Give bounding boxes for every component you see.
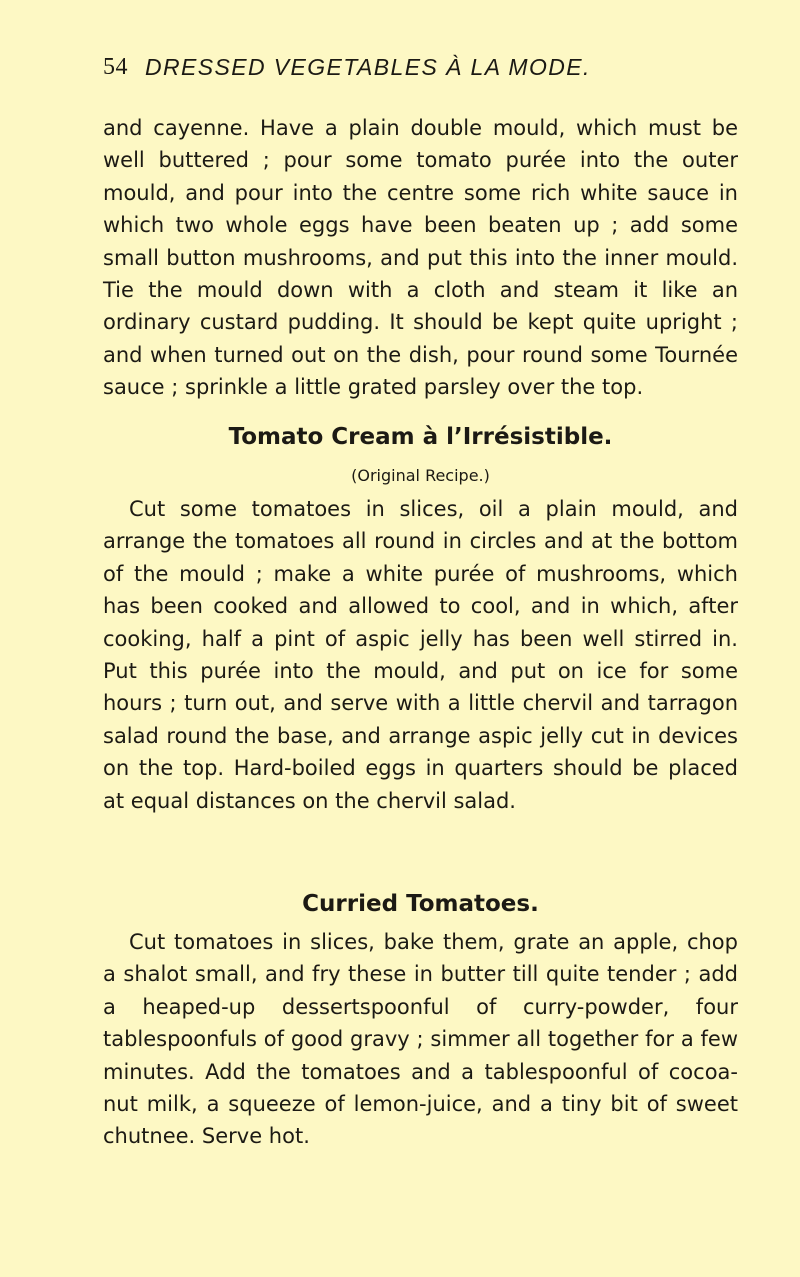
- running-title: DRESSED VEGETABLES À LA MODE.: [145, 54, 591, 80]
- recipe-paragraph-tomato-cream: Cut some tomatoes in slices, oil a plain mould, and arrange the tomatoes all round in circles and at the bottom of the mould ; make a white purée of mushrooms, which has been cooked and allowed to cool, and in which, after cooking, half a pint of aspic jelly has been well stirred in. Put this purée into the mould, and put on ice for some hours ; turn out, and serve with a little chervil and tarragon salad round the base, and arrange aspic jelly cut in devices on the top. Hard-boiled eggs in quarters should be placed at equal distances on the chervil salad.: [103, 497, 738, 813]
- running-head: [103, 54, 723, 94]
- recipe-subheading-original: (Original Recipe.): [351, 466, 490, 485]
- continuation-paragraph: and cayenne. Have a plain double mould, which must be well buttered ; pour some tomato purée into the outer mould, and pour into the centre some rich white sauce in which two whole eggs have been beaten up ; add some small button mushrooms, and put this into the inner mould. Tie the mould down with a cloth and steam it like an ordinary custard pudding. It should be kept quite upright ; and when turned out on the dish, pour round some Tournée sauce ; sprinkle a little grated parsley over the top.: [103, 116, 738, 400]
- recipe-heading-curried-tomatoes: Curried Tomatoes.: [302, 891, 539, 917]
- page-number: 54: [103, 54, 128, 80]
- recipe-heading-tomato-cream: Tomato Cream à l’Irrésistible.: [228, 424, 613, 450]
- recipe-paragraph-curried-tomatoes: Cut tomatoes in slices, bake them, grate an apple, chop a shalot small, and fry these in butter till quite tender ; add a heaped-up dessertspoonful of curry-powder, four tablespoonfuls of good gravy ; simmer all together for a few minutes. Add the tomatoes and a tablespoonful of cocoa-nut milk, a squeeze of lemon-juice, and a tiny bit of sweet chutnee. Serve hot.: [103, 930, 738, 1149]
